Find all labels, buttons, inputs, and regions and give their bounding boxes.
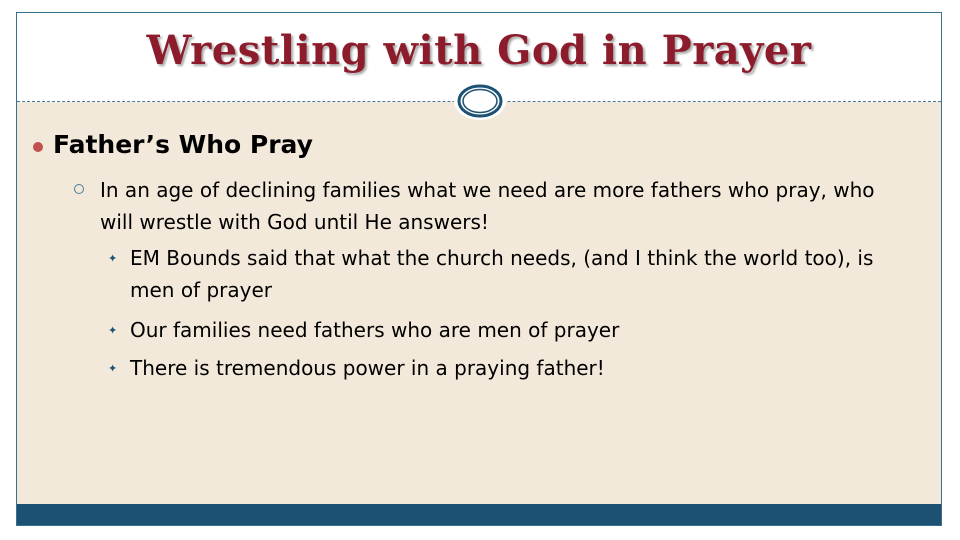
heading-item [53, 130, 903, 159]
slide-title: Wrestling with God in Prayer [146, 27, 812, 74]
point-text: EM Bounds said that what the church needs, (and I think the world too), is men of prayer [130, 246, 874, 302]
star-bullet-icon: ✦ [108, 252, 118, 265]
point-text: Our families need fathers who are men of prayer [130, 318, 620, 342]
bottom-bar [17, 504, 941, 525]
star-bullet-icon: ✦ [108, 362, 118, 375]
circle-bullet-icon [74, 184, 84, 194]
point-text: There is tremendous power in a praying father! [130, 356, 605, 380]
star-bullet-icon: ✦ [108, 324, 118, 337]
point-item [108, 242, 910, 306]
ring-ornament-icon [453, 81, 507, 121]
heading-text: Father’s Who Pray [53, 130, 313, 159]
point-item [108, 314, 910, 346]
subpoint-item [100, 174, 910, 238]
subpoint-text: In an age of declining families what we need are more fathers who pray, who will wrestle with God until He answers! [100, 178, 875, 234]
point-item [108, 352, 910, 384]
red-dot-bullet-icon [33, 142, 43, 152]
